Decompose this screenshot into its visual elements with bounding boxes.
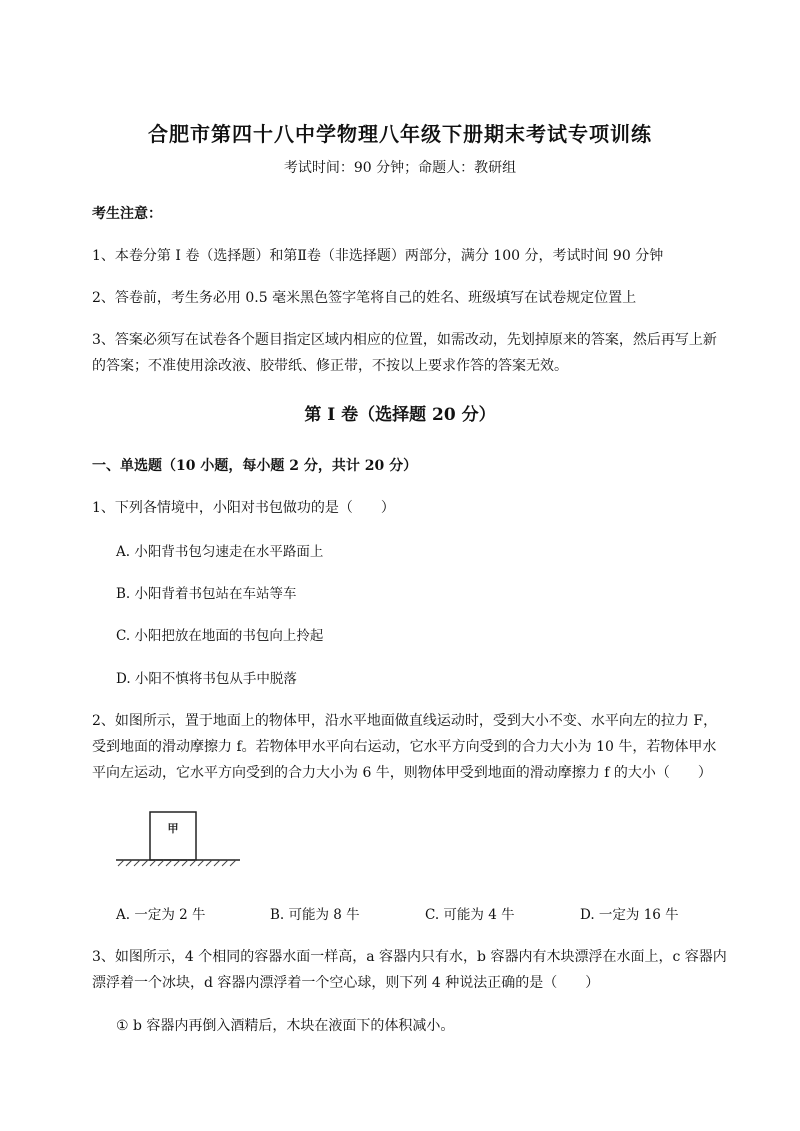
- question-stem: 1、下列各情境中，小阳对书包做功的是（ ）: [92, 500, 395, 516]
- option-a: A. 一定为 2 牛: [116, 907, 206, 923]
- page-title: 合肥市第四十八中学物理八年级下册期末考试专项训练: [148, 122, 652, 146]
- question-stem: 2、如图所示，置于地面上的物体甲，沿水平地面做直线运动时，受到大小不变、水平向左的拉力 F，: [92, 713, 718, 729]
- option-d: D. 一定为 16 牛: [580, 907, 679, 923]
- option-b: B. 可能为 8 牛: [270, 907, 360, 923]
- section-title: 第 I 卷（选择题 20 分）: [304, 405, 496, 425]
- question-stem: 平向左运动，它水平方向受到的合力大小为 6 牛，则物体甲受到地面的滑动摩擦力 f 的大小（ ）: [92, 765, 712, 781]
- notice-item: 2、答卷前，考生务必用 0.5 毫米黑色签字笔将自己的姓名、班级填写在试卷规定位置上: [92, 290, 637, 306]
- exam-info: 考试时间：90 分钟；命题人：教研组: [283, 160, 517, 176]
- part-heading: 一、单选题（10 小题，每小题 2 分，共计 20 分）: [92, 458, 418, 474]
- statement-1: ① b 容器内再倒入酒精后，木块在液面下的体积减小。: [116, 1018, 455, 1034]
- question-stem: 漂浮着一个冰块，d 容器内漂浮着一个空心球，则下列 4 种说法正确的是（ ）: [92, 975, 600, 991]
- block-diagram: [112, 808, 244, 870]
- question-stem: 受到地面的滑动摩擦力 f。若物体甲水平向右运动，它水平方向受到的合力大小为 10 牛，若物体甲水: [92, 739, 717, 755]
- notice-heading: 考生注意：: [92, 206, 162, 222]
- ground-hatching: [118, 860, 236, 866]
- notice-item: 3、答案必须写在试卷各个题目指定区域内相应的位置，如需改动，先划掉原来的答案，然后再写上新: [92, 332, 717, 348]
- option-d: D. 小阳不慎将书包从手中脱落: [116, 671, 297, 687]
- question-stem: 3、如图所示，4 个相同的容器水面一样高，a 容器内只有水，b 容器内有木块漂浮在水面上，c 容器内: [92, 949, 727, 965]
- option-c: C. 可能为 4 牛: [425, 907, 515, 923]
- option-a: A. 小阳背书包匀速走在水平路面上: [116, 544, 324, 560]
- option-c: C. 小阳把放在地面的书包向上拎起: [116, 628, 324, 644]
- notice-item: 的答案；不准使用涂改液、胶带纸、修正带，不按以上要求作答的答案无效。: [92, 358, 568, 374]
- block-shape: [150, 812, 196, 860]
- option-b: B. 小阳背着书包站在车站等车: [116, 586, 297, 602]
- notice-item: 1、本卷分第 I 卷（选择题）和第Ⅱ卷（非选择题）两部分，满分 100 分，考试时间 90 分钟: [92, 248, 664, 264]
- block-label: 甲: [167, 822, 179, 835]
